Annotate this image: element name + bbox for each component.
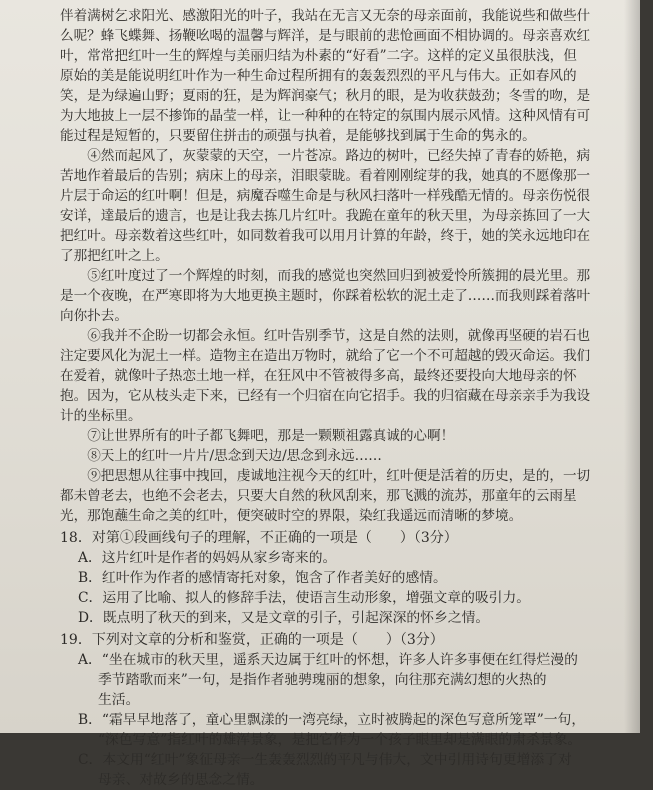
question-option: 季节踏歌而来”一句，是指作者驰骋瑰丽的想象，向往那充满幻想的火热的: [98, 672, 547, 688]
passage-paragraph-9: [60, 466, 620, 526]
passage-line: 向你扑去。: [60, 308, 128, 324]
passage-line: ④然而起风了，灰蒙蒙的天空，一片苍凉。路边的树叶，已经失掉了青春的娇艳，病: [87, 148, 591, 164]
question-option: A．“坐在城市的秋天里，遥系天边属于红叶的怀想，许多人许多事便在红得烂漫的: [78, 652, 578, 668]
passage-line: 抱。因为，它从枝头走下来，已经有一个归宿在向它招手。我的归宿藏在母亲亲手为我设: [60, 388, 591, 404]
question-option: 生活。: [98, 692, 140, 708]
passage-line: 伴着满树乞求阳光、感激阳光的叶子，我站在无言又无奈的母亲面前，我能说些和做些什: [60, 8, 591, 24]
passage-line: 安详，達最后的遗言，也是让我去拣几片红叶。我跪在童年的秋天里，为母亲拣回了一大: [60, 208, 591, 224]
passage-line: 注定要风化为泥土一样。造物主在造出万物时，就给了它一个不可超越的毁灭命运。我们: [60, 348, 591, 364]
passage-line: 叶，常常把红叶一生的辉煌与美丽归结为朴素的“好看”二字。这样的定义虽很肤浅，但: [60, 48, 577, 64]
passage-top-paragraph: [60, 6, 620, 146]
passage-line: 光，那饱蘸生命之美的红叶，便突破时空的界限，染红我遥远而清晰的梦境。: [60, 508, 523, 524]
passage-and-questions: [60, 6, 620, 790]
question-option: “深色写意”指红叶的雄浑景象，是把它作为一个孩子眼里却是满眼的肃杀景象。: [98, 732, 582, 748]
passage-paragraph-5: [60, 266, 620, 326]
question-option: D．既点明了秋天的到来，又是文章的引子，引起深深的怀乡之情。: [78, 610, 490, 626]
passage-paragraph-4: [60, 146, 620, 266]
passage-line: 在爱着，就像叶子热恋土地一样，在狂风中不管被得多高，最终还要投向大地母亲的怀: [60, 368, 577, 384]
passage-line: 了那把红叶之上。: [60, 248, 169, 264]
passage-line: ⑨把思想从往事中拽回，虔诚地注视今天的红叶，红叶便是活着的历史，是的，一切: [87, 468, 591, 484]
passage-line: 能过程是短暂的，只要留住拼击的顽强与执着，是能够找到属于生命的隽永的。: [60, 128, 536, 144]
passage-paragraph-7: ⑦让世界所有的叶子都飞舞吧，那是一颗颗祖露真诚的心啊！: [87, 428, 455, 444]
passage-line: 么呢？蜂飞蝶舞、扬鞭吆喝的温馨与辉洋，是与眼前的悲怆画面不相协调的。母亲喜欢红: [60, 28, 591, 44]
question-option: B．红叶作为作者的感情寄托对象，饱含了作者美好的感情。: [78, 570, 447, 586]
question-option: C．运用了比喻、拟人的修辞手法，使语言生动形象，增强文章的吸引力。: [78, 590, 531, 606]
passage-line: ⑥我并不企盼一切都会永恒。红叶告别季节，这是自然的法则，就像再坚硬的岩石也: [87, 328, 591, 344]
passage-line: 片层于命运的红叶啊！但是，病魔吞噬生命是与秋风扫落叶一样残酷无情的。母亲伤悦很: [60, 188, 591, 204]
passage-line: 笑，是为绿遍山野；夏雨的狂，是为辉润豪气；秋月的眼，是为收获鼓劲；冬雪的吻，是: [60, 88, 591, 104]
passage-line: 原始的美是能说明红叶作为一种生命过程所拥有的轰轰烈烈的平凡与伟大。正如春风的: [60, 68, 577, 84]
passage-line: 把红叶。母亲数着这些红叶，如同数着我可以用月计算的年龄，终于，她的笑永远地印在: [60, 228, 591, 244]
question-option: A．这片红叶是作者的妈妈从家乡寄来的。: [78, 550, 337, 566]
question-stem: 18．对第①段画线句子的理解，不正确的一项是（ ）（3分）: [60, 530, 458, 546]
question-option: C．本文用“红叶”象征母亲一生轰轰烈烈的平凡与伟大，文中引用诗句更增添了对: [78, 752, 572, 768]
passage-line: 是一个夜晚，在严寒即将为大地更换主题时，你踩着松软的泥土走了……而我则踩着落叶: [60, 288, 591, 304]
passage-paragraph-6: [60, 326, 620, 426]
passage-line: 都未曾老去，也绝不会老去，只要大自然的秋风刮来，那飞溅的流苏，那童年的云雨星: [60, 488, 577, 504]
question-option: B．“霜早早地落了，童心里飘漾的一湾亮绿，立时被腾起的深色写意所笼罩”一句，: [78, 712, 586, 728]
page-edge-shadow: [624, 0, 640, 733]
passage-paragraph-8: ⑧天上的红叶一片片/思念到天边/思念到永远……: [87, 448, 382, 464]
passage-line: 为大地披上一层不掺饰的晶莹一样，让一种种的在特定的氛围内展示风情。这种风情有可: [60, 108, 591, 124]
passage-line: 计的坐标里。: [60, 408, 142, 424]
passage-line: ⑤红叶度过了一个辉煌的时刻，而我的感觉也突然回归到被爱怜所簇拥的晨光里。那: [87, 268, 591, 284]
passage-line: 苦地作着最后的告别；病床上的母亲，泪眼蒙眬。看着刚刚绽芽的我，她真的不愿像那一: [60, 168, 591, 184]
question-list: [60, 528, 620, 790]
question-stem: 19．下列对文章的分析和鉴赏，正确的一项是（ ）（3分）: [60, 632, 444, 648]
question-option: 母亲、对故乡的思念之情。: [98, 772, 264, 788]
